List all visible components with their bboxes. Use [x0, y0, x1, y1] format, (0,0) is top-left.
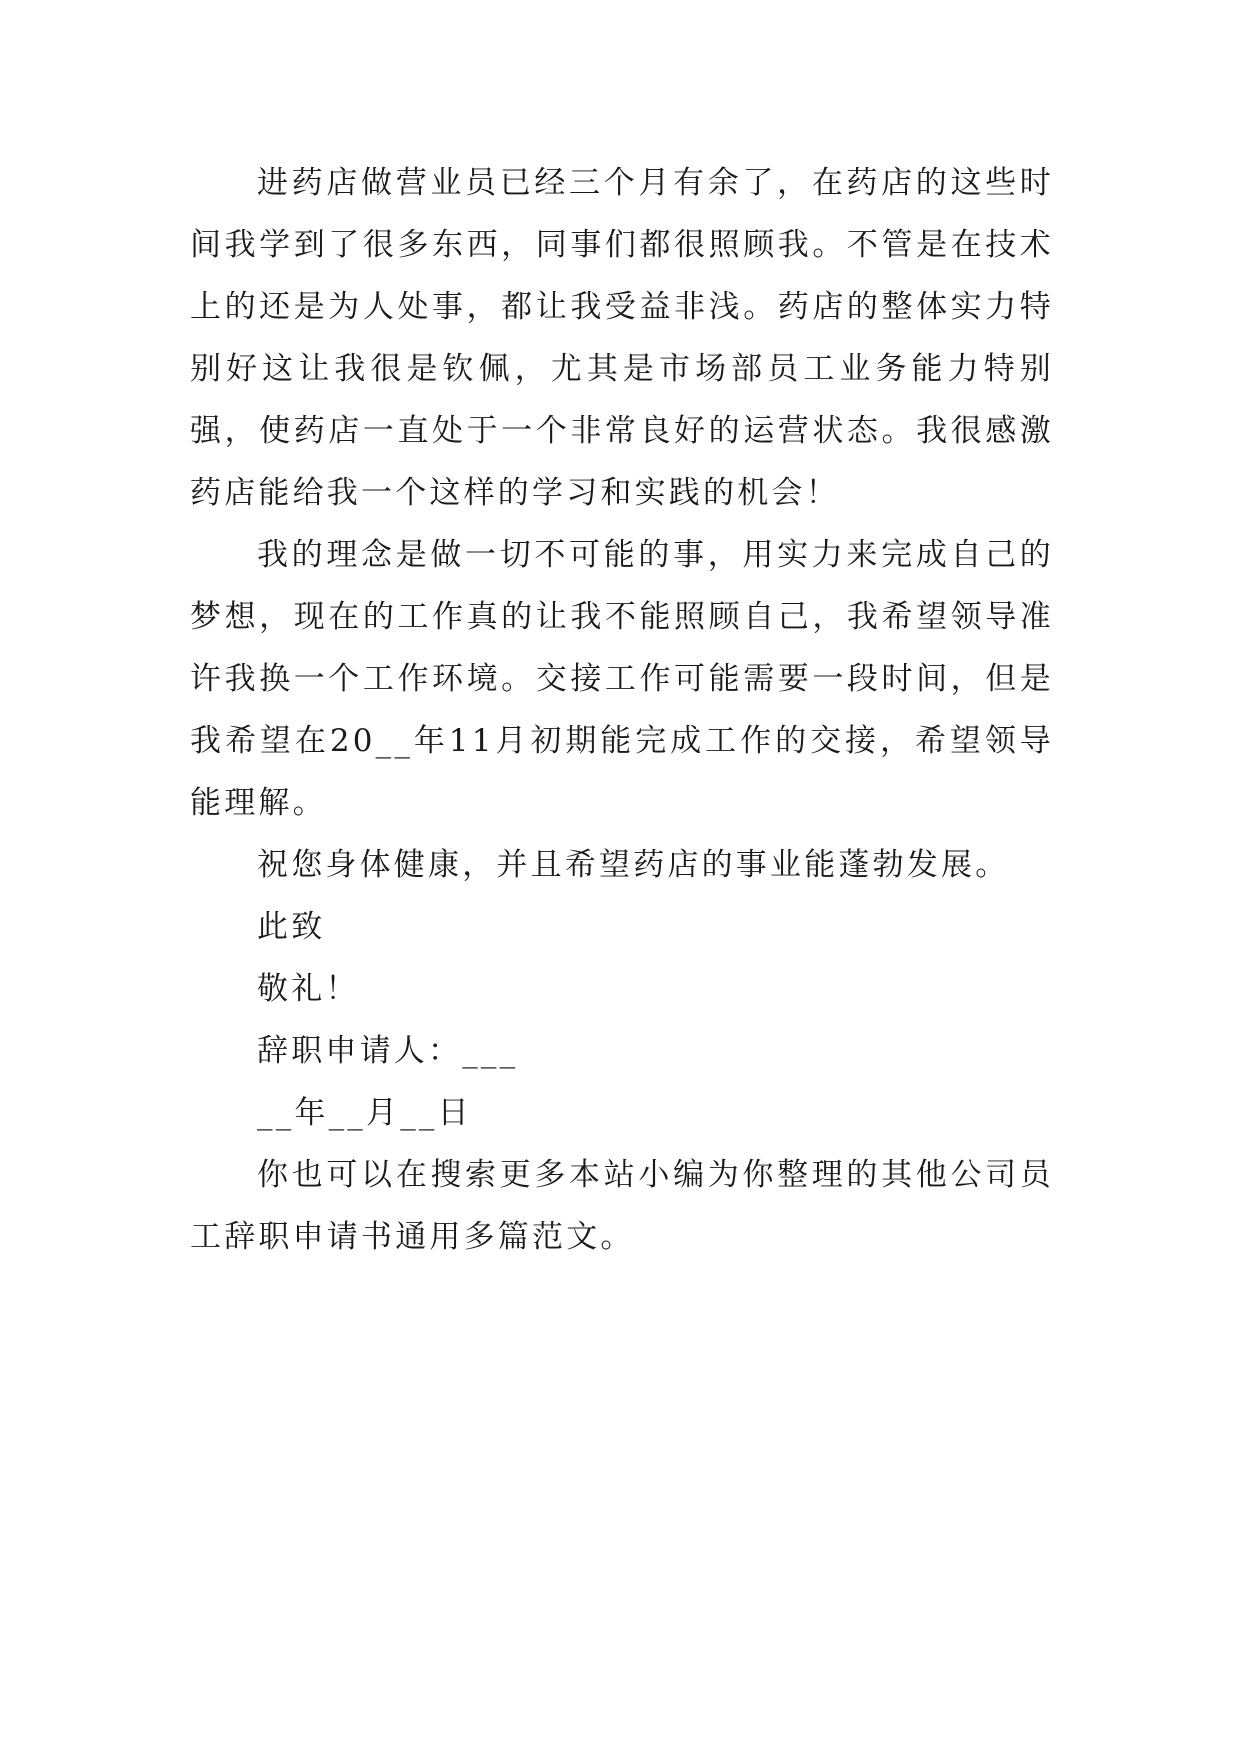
paragraph-wishes: 祝您身体健康，并且希望药店的事业能蓬勃发展。	[257, 847, 1010, 883]
footer-note: 你也可以在搜索更多本站小编为你整理的其他公司员工辞职申请书通用多篇范文。	[190, 1157, 1054, 1255]
date-line: __年__月__日	[257, 1095, 472, 1131]
closing-text: 此致	[257, 909, 326, 945]
paragraph-gratitude: 进药店做营业员已经三个月有余了，在药店的这些时间我学到了很多东西，同事们都很照顾我。不管是在技术上的还是为人处事，都让我受益非浅。药店的整体实力特别好这让我很是钦佩，尤其是市场部员工业务能力特别强，使药店一直处于一个非常良好的运营状态。我很感激药店能给我一个这样的学习和实践的机会！	[190, 165, 1054, 511]
signature-line: 辞职申请人：___	[257, 1033, 519, 1069]
salute-text: 敬礼！	[257, 971, 360, 1007]
paragraph-resignation-reason: 我的理念是做一切不可能的事，用实力来完成自己的梦想，现在的工作真的让我不能照顾自己，我希望领导准许我换一个工作环境。交接工作可能需要一段时间，但是我希望在20__年11月初期能完成工作的交接，希望领导能理解。	[190, 537, 1054, 821]
letter-body	[190, 152, 1054, 1268]
